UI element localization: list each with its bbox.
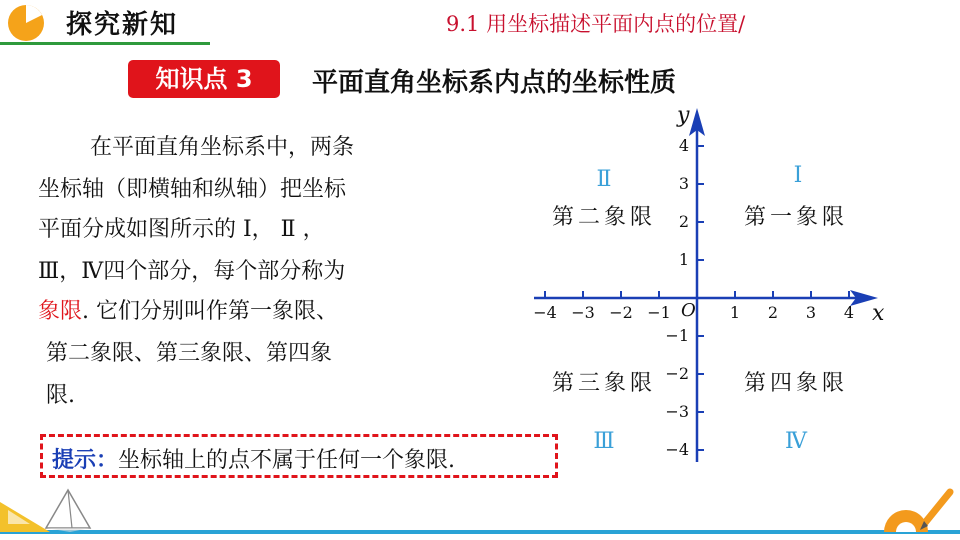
body-line-3: 平面分成如图所示的 Ⅰ， Ⅱ ， [38, 217, 325, 242]
section-title: 探究新知 [66, 10, 179, 40]
x-tick-label: −4 [533, 303, 557, 322]
y-tick-label: 4 [678, 136, 689, 155]
pie-chart-icon [6, 3, 46, 43]
hint-text: 坐标轴上的点不属于任何一个象限. [118, 448, 456, 473]
origin-label: O [681, 300, 696, 321]
body-line-2: 坐标轴（即横轴和纵轴）把坐标 [38, 177, 347, 202]
body-line-7: 限. [46, 383, 75, 408]
y-tick-label: 3 [678, 174, 689, 193]
protractor-pencil-icon [880, 488, 958, 534]
x-tick-label: −2 [609, 303, 633, 322]
body-line-1: 在平面直角坐标系中，两条 [90, 135, 355, 160]
ruler-pyramid-icon [0, 484, 110, 532]
quadrant-roman-numeral: Ⅲ [593, 429, 615, 454]
body-line-5-rest: . 它们分别叫作第一象限、 [82, 299, 339, 324]
footer-line [0, 530, 960, 534]
body-line-6: 第二象限、第三象限、第四象 [46, 341, 333, 366]
quadrant-name: 第二象限 [551, 205, 657, 230]
quadrant-roman-numeral: Ⅳ [785, 429, 807, 454]
y-tick-label: 1 [678, 250, 689, 269]
x-tick-label: 2 [767, 303, 779, 322]
y-axis-label: y [677, 103, 690, 128]
x-tick-label: −1 [647, 303, 671, 322]
x-tick-label: 4 [843, 303, 855, 322]
y-tick-label: −1 [665, 326, 689, 345]
y-tick-label: −2 [665, 364, 689, 383]
y-tick-label: −4 [665, 440, 689, 459]
x-tick-label: 3 [805, 303, 817, 322]
quadrant-name: 第一象限 [743, 205, 849, 230]
knowledge-point-badge: 知识点 3 [128, 60, 280, 98]
hint-label: 提示： [52, 448, 119, 473]
x-axis-label: x [872, 301, 885, 326]
hint [52, 443, 455, 474]
quadrant-roman-numeral: Ⅰ [793, 163, 803, 188]
quadrant-name: 第三象限 [551, 371, 657, 396]
coordinate-plane [520, 100, 900, 470]
body-line-4: Ⅲ，Ⅳ四个部分，每个部分称为 [38, 259, 346, 284]
x-tick-label: 1 [729, 303, 741, 322]
y-tick-label: −3 [665, 402, 689, 421]
lesson-title: 9.1 用坐标描述平面内点的位置/ [446, 12, 746, 36]
quadrant-roman-numeral: Ⅱ [596, 167, 612, 192]
y-tick-label: 2 [678, 212, 689, 231]
quadrant-name: 第四象限 [743, 371, 849, 396]
x-tick-label: −3 [571, 303, 595, 322]
term-quadrant: 象限 [38, 299, 83, 324]
body-line-5 [38, 298, 338, 326]
knowledge-point-title: 平面直角坐标系内点的坐标性质 [312, 68, 677, 98]
